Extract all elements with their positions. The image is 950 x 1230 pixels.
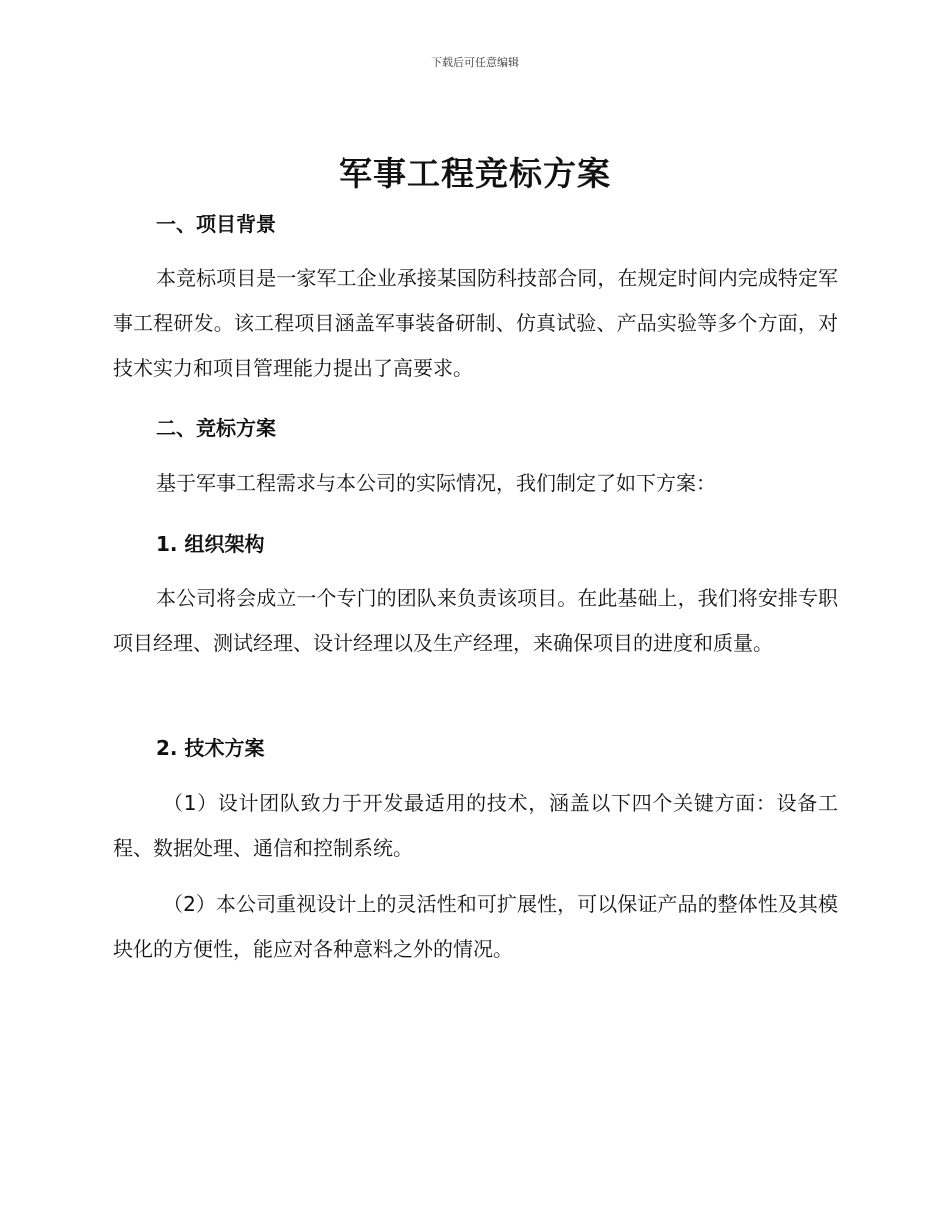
- section-heading-technical-plan: 2. 技术方案: [156, 736, 265, 760]
- section-paragraph-bidding-plan: 基于军事工程需求与本公司的实际情况，我们制定了如下方案：: [156, 471, 716, 495]
- section-paragraph-background: 本竞标项目是一家军工企业承接某国防科技部合同，在规定时间内完成特定军事工程研发。该工程项目涵盖军事装备研制、仿真试验、产品实验等多个方面，对技术实力和项目管理能力提出了高要求。: [113, 266, 838, 380]
- technical-plan-item-2: （2）本公司重视设计上的灵活性和可扩展性，可以保证产品的整体性及其模块化的方便性，能应对各种意料之外的情况。: [113, 892, 838, 961]
- document-title: 军事工程竞标方案: [339, 154, 611, 193]
- section-heading-background: 一、项目背景: [156, 212, 276, 236]
- page-header-note: 下载后可任意编辑: [431, 56, 519, 69]
- section-paragraph-organization: 本公司将会成立一个专门的团队来负责该项目。在此基础上，我们将安排专职项目经理、测试经理、设计经理以及生产经理，来确保项目的进度和质量。: [113, 586, 838, 655]
- technical-plan-item-1: （1）设计团队致力于开发最适用的技术，涵盖以下四个关键方面：设备工程、数据处理、通信和控制系统。: [113, 791, 838, 860]
- section-heading-organization: 1. 组织架构: [156, 532, 265, 556]
- section-heading-bidding-plan: 二、竞标方案: [156, 416, 276, 440]
